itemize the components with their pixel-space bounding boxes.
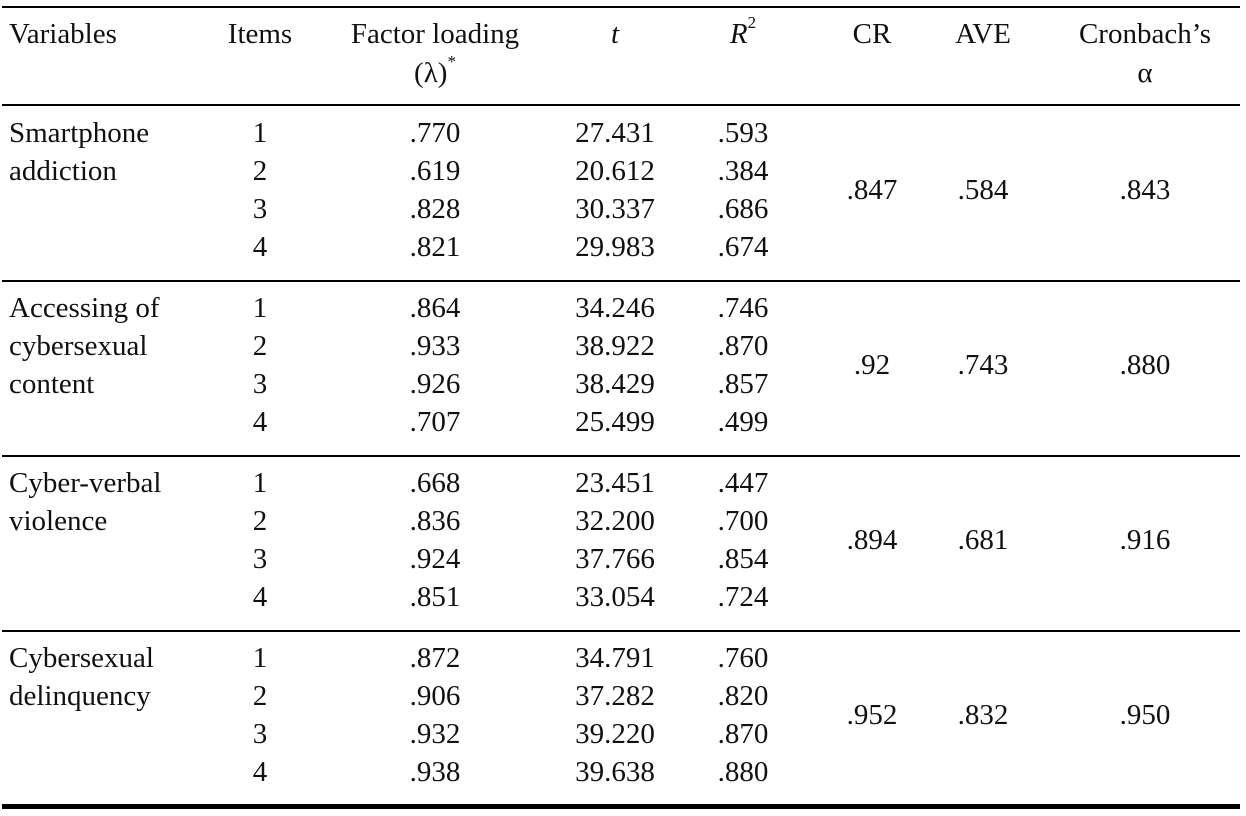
- t-value: 34.791: [575, 642, 655, 674]
- item-number: 2: [252, 155, 268, 187]
- t-value: 39.638: [575, 756, 655, 788]
- group-divider-rule: [2, 630, 1240, 632]
- r-squared-value: .447: [717, 467, 769, 499]
- item-number: 3: [252, 368, 268, 400]
- header-factor-loading: Factor loading: [350, 18, 520, 50]
- cronbach-alpha-value: .843: [1119, 174, 1171, 206]
- variable-name-line: addiction: [9, 155, 117, 187]
- r-squared-value: .857: [717, 368, 769, 400]
- bottom-rule: [2, 804, 1240, 809]
- t-value: 34.246: [575, 292, 655, 324]
- header-t: t: [610, 18, 620, 50]
- item-number: 3: [252, 543, 268, 575]
- factor-loading-value: .851: [409, 581, 461, 613]
- variable-name-line: delinquency: [9, 680, 151, 712]
- ave-value: .584: [957, 174, 1009, 206]
- t-value: 30.337: [575, 193, 655, 225]
- r-squared-value: .760: [717, 642, 769, 674]
- cronbach-alpha-value: .916: [1119, 524, 1171, 556]
- top-rule: [2, 6, 1240, 8]
- r-squared-value: .593: [717, 117, 769, 149]
- factor-loading-value: .668: [409, 467, 461, 499]
- r-squared-value: .870: [717, 330, 769, 362]
- item-number: 1: [252, 467, 268, 499]
- variable-name-line: Smartphone: [9, 117, 150, 149]
- cr-value: .894: [846, 524, 898, 556]
- factor-loading-value: .872: [409, 642, 461, 674]
- r-squared-value: .746: [717, 292, 769, 324]
- factor-loading-value: .828: [409, 193, 461, 225]
- item-number: 4: [252, 756, 268, 788]
- factor-loading-value: .770: [409, 117, 461, 149]
- factor-loading-value: .932: [409, 718, 461, 750]
- t-value: 33.054: [575, 581, 655, 613]
- factor-loading-value: .938: [409, 756, 461, 788]
- variable-name-line: cybersexual: [9, 330, 148, 362]
- header-variables: Variables: [9, 18, 117, 50]
- t-value: 39.220: [575, 718, 655, 750]
- factor-loading-value: .707: [409, 406, 461, 438]
- variable-name-line: violence: [9, 505, 108, 537]
- cr-value: .92: [853, 349, 891, 381]
- cronbach-alpha-value: .880: [1119, 349, 1171, 381]
- item-number: 4: [252, 406, 268, 438]
- item-number: 3: [252, 718, 268, 750]
- item-number: 4: [252, 581, 268, 613]
- variable-name-line: Cyber-verbal: [9, 467, 162, 499]
- t-value: 38.429: [575, 368, 655, 400]
- item-number: 2: [252, 505, 268, 537]
- r-squared-value: .854: [717, 543, 769, 575]
- factor-loading-value: .619: [409, 155, 461, 187]
- header-cronbach-alpha: α: [1137, 57, 1153, 89]
- header-r-squared: $R^2$: [729, 13, 757, 50]
- item-number: 1: [252, 642, 268, 674]
- r-squared-value: .686: [717, 193, 769, 225]
- t-value: 25.499: [575, 406, 655, 438]
- item-number: 3: [252, 193, 268, 225]
- header-rule: [2, 104, 1240, 106]
- r-squared-value: .499: [717, 406, 769, 438]
- t-value: 20.612: [575, 155, 655, 187]
- item-number: 1: [252, 292, 268, 324]
- ave-value: .681: [957, 524, 1009, 556]
- variable-name-line: Accessing of: [9, 292, 160, 324]
- t-value: 37.766: [575, 543, 655, 575]
- factor-loading-value: .933: [409, 330, 461, 362]
- header-items: Items: [227, 18, 293, 50]
- cronbach-alpha-value: .950: [1119, 699, 1171, 731]
- variable-name-line: content: [9, 368, 95, 400]
- factor-loading-value: .924: [409, 543, 461, 575]
- cr-value: .847: [846, 174, 898, 206]
- t-value: 32.200: [575, 505, 655, 537]
- r-squared-value: .700: [717, 505, 769, 537]
- t-value: 29.983: [575, 231, 655, 263]
- factor-loading-value: .864: [409, 292, 461, 324]
- header-ave: AVE: [955, 18, 1011, 50]
- ave-value: .832: [957, 699, 1009, 731]
- group-divider-rule: [2, 280, 1240, 282]
- factor-loading-value: .906: [409, 680, 461, 712]
- cr-value: .952: [846, 699, 898, 731]
- r-squared-value: .880: [717, 756, 769, 788]
- group-divider-rule: [2, 455, 1240, 457]
- t-value: 37.282: [575, 680, 655, 712]
- ave-value: .743: [957, 349, 1009, 381]
- item-number: 2: [252, 330, 268, 362]
- header-factor-loading-symbol: (λ)*: [414, 52, 456, 89]
- item-number: 4: [252, 231, 268, 263]
- r-squared-value: .674: [717, 231, 769, 263]
- item-number: 1: [252, 117, 268, 149]
- factor-loading-value: .821: [409, 231, 461, 263]
- t-value: 38.922: [575, 330, 655, 362]
- t-value: 23.451: [575, 467, 655, 499]
- variable-name-line: Cybersexual: [9, 642, 154, 674]
- factor-loading-value: .926: [409, 368, 461, 400]
- r-squared-value: .724: [717, 581, 769, 613]
- header-cronbach: Cronbach’s: [1078, 18, 1212, 50]
- r-squared-value: .820: [717, 680, 769, 712]
- r-squared-value: .384: [717, 155, 769, 187]
- factor-loading-value: .836: [409, 505, 461, 537]
- t-value: 27.431: [575, 117, 655, 149]
- item-number: 2: [252, 680, 268, 712]
- r-squared-value: .870: [717, 718, 769, 750]
- header-cr: CR: [852, 18, 892, 50]
